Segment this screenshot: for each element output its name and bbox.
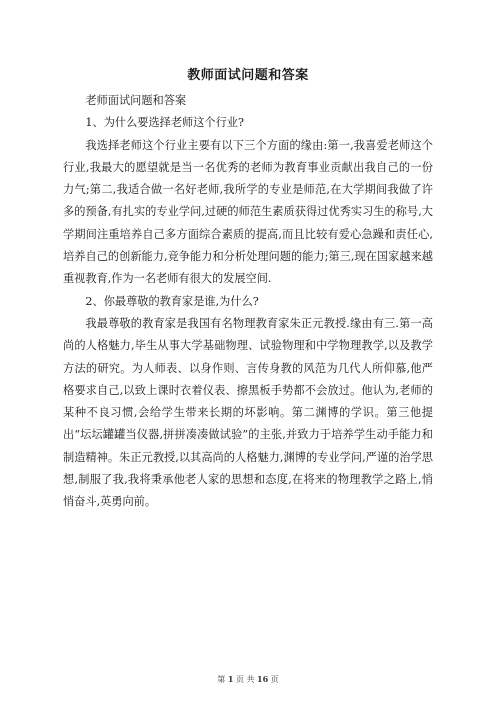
footer-suffix: 页 xyxy=(270,675,279,684)
footer-middle: 页 共 xyxy=(235,675,255,684)
paragraph-answer-1: 我选择老师这个行业主要有以下三个方面的缘由:第一,我喜爱老师这个行业,我最大的愿望就是当一名优秀的老师为教育事业贡献出我自己的一份力气;第二,我适合做一名好老师,我所学的专业是师范,在大学期间我做了许多的预备,有扎实的专业学问,过硬的师范生素质获得过优秀实习生的称号,大学期间注重培养自己多方面综合素质的提高,而且比较有爱心急躁和责任心,培养自己的创新能力,竞争能力和分析处理问题的能力;第三,现在国家越来越重视教育,作为一名老师有很大的发展空间. xyxy=(63,138,433,286)
footer-prefix: 第 xyxy=(217,675,226,684)
page-footer xyxy=(0,674,496,685)
document-body xyxy=(63,90,433,514)
paragraph-answer-2: 我最尊敬的教育家是我国有名物理教育家朱正元教授.缘由有三.第一高尚的人格魅力,毕生从事大学基础物理、试验物理和中学物理教学,以及教学方法的研究。为人师表、以身作则、言传身教的风范为几代人所仰慕,他严格要求自己,以致上课时衣着仪表、擦黑板手势都不会放过。他认为,老师的某种不良习惯,会给学生带来长期的坏影响。第二渊博的学识。第三他提出“坛坛罐罐当仪器,拼拼凑凑做试验”的主张,并致力于培养学生动手能力和制造精神。朱正元教授,以其高尚的人格魅力,渊博的专业学问,严谨的治学思想,制服了我,我将秉承他老人家的思想和态度,在将来的物理教学之路上,悄悄奋斗,英勇向前。 xyxy=(63,316,433,509)
paragraph-question-1: 1、为什么要选择老师这个行业? xyxy=(85,116,244,130)
paragraph-subtitle: 老师面试问题和答案 xyxy=(85,94,187,107)
paragraph-question-2: 2、你最尊敬的教育家是谁,为什么? xyxy=(85,294,259,308)
footer-page-number: 1 xyxy=(227,674,234,684)
footer-total-pages: 16 xyxy=(257,674,269,684)
document-title: 教师面试问题和答案 xyxy=(187,68,309,83)
